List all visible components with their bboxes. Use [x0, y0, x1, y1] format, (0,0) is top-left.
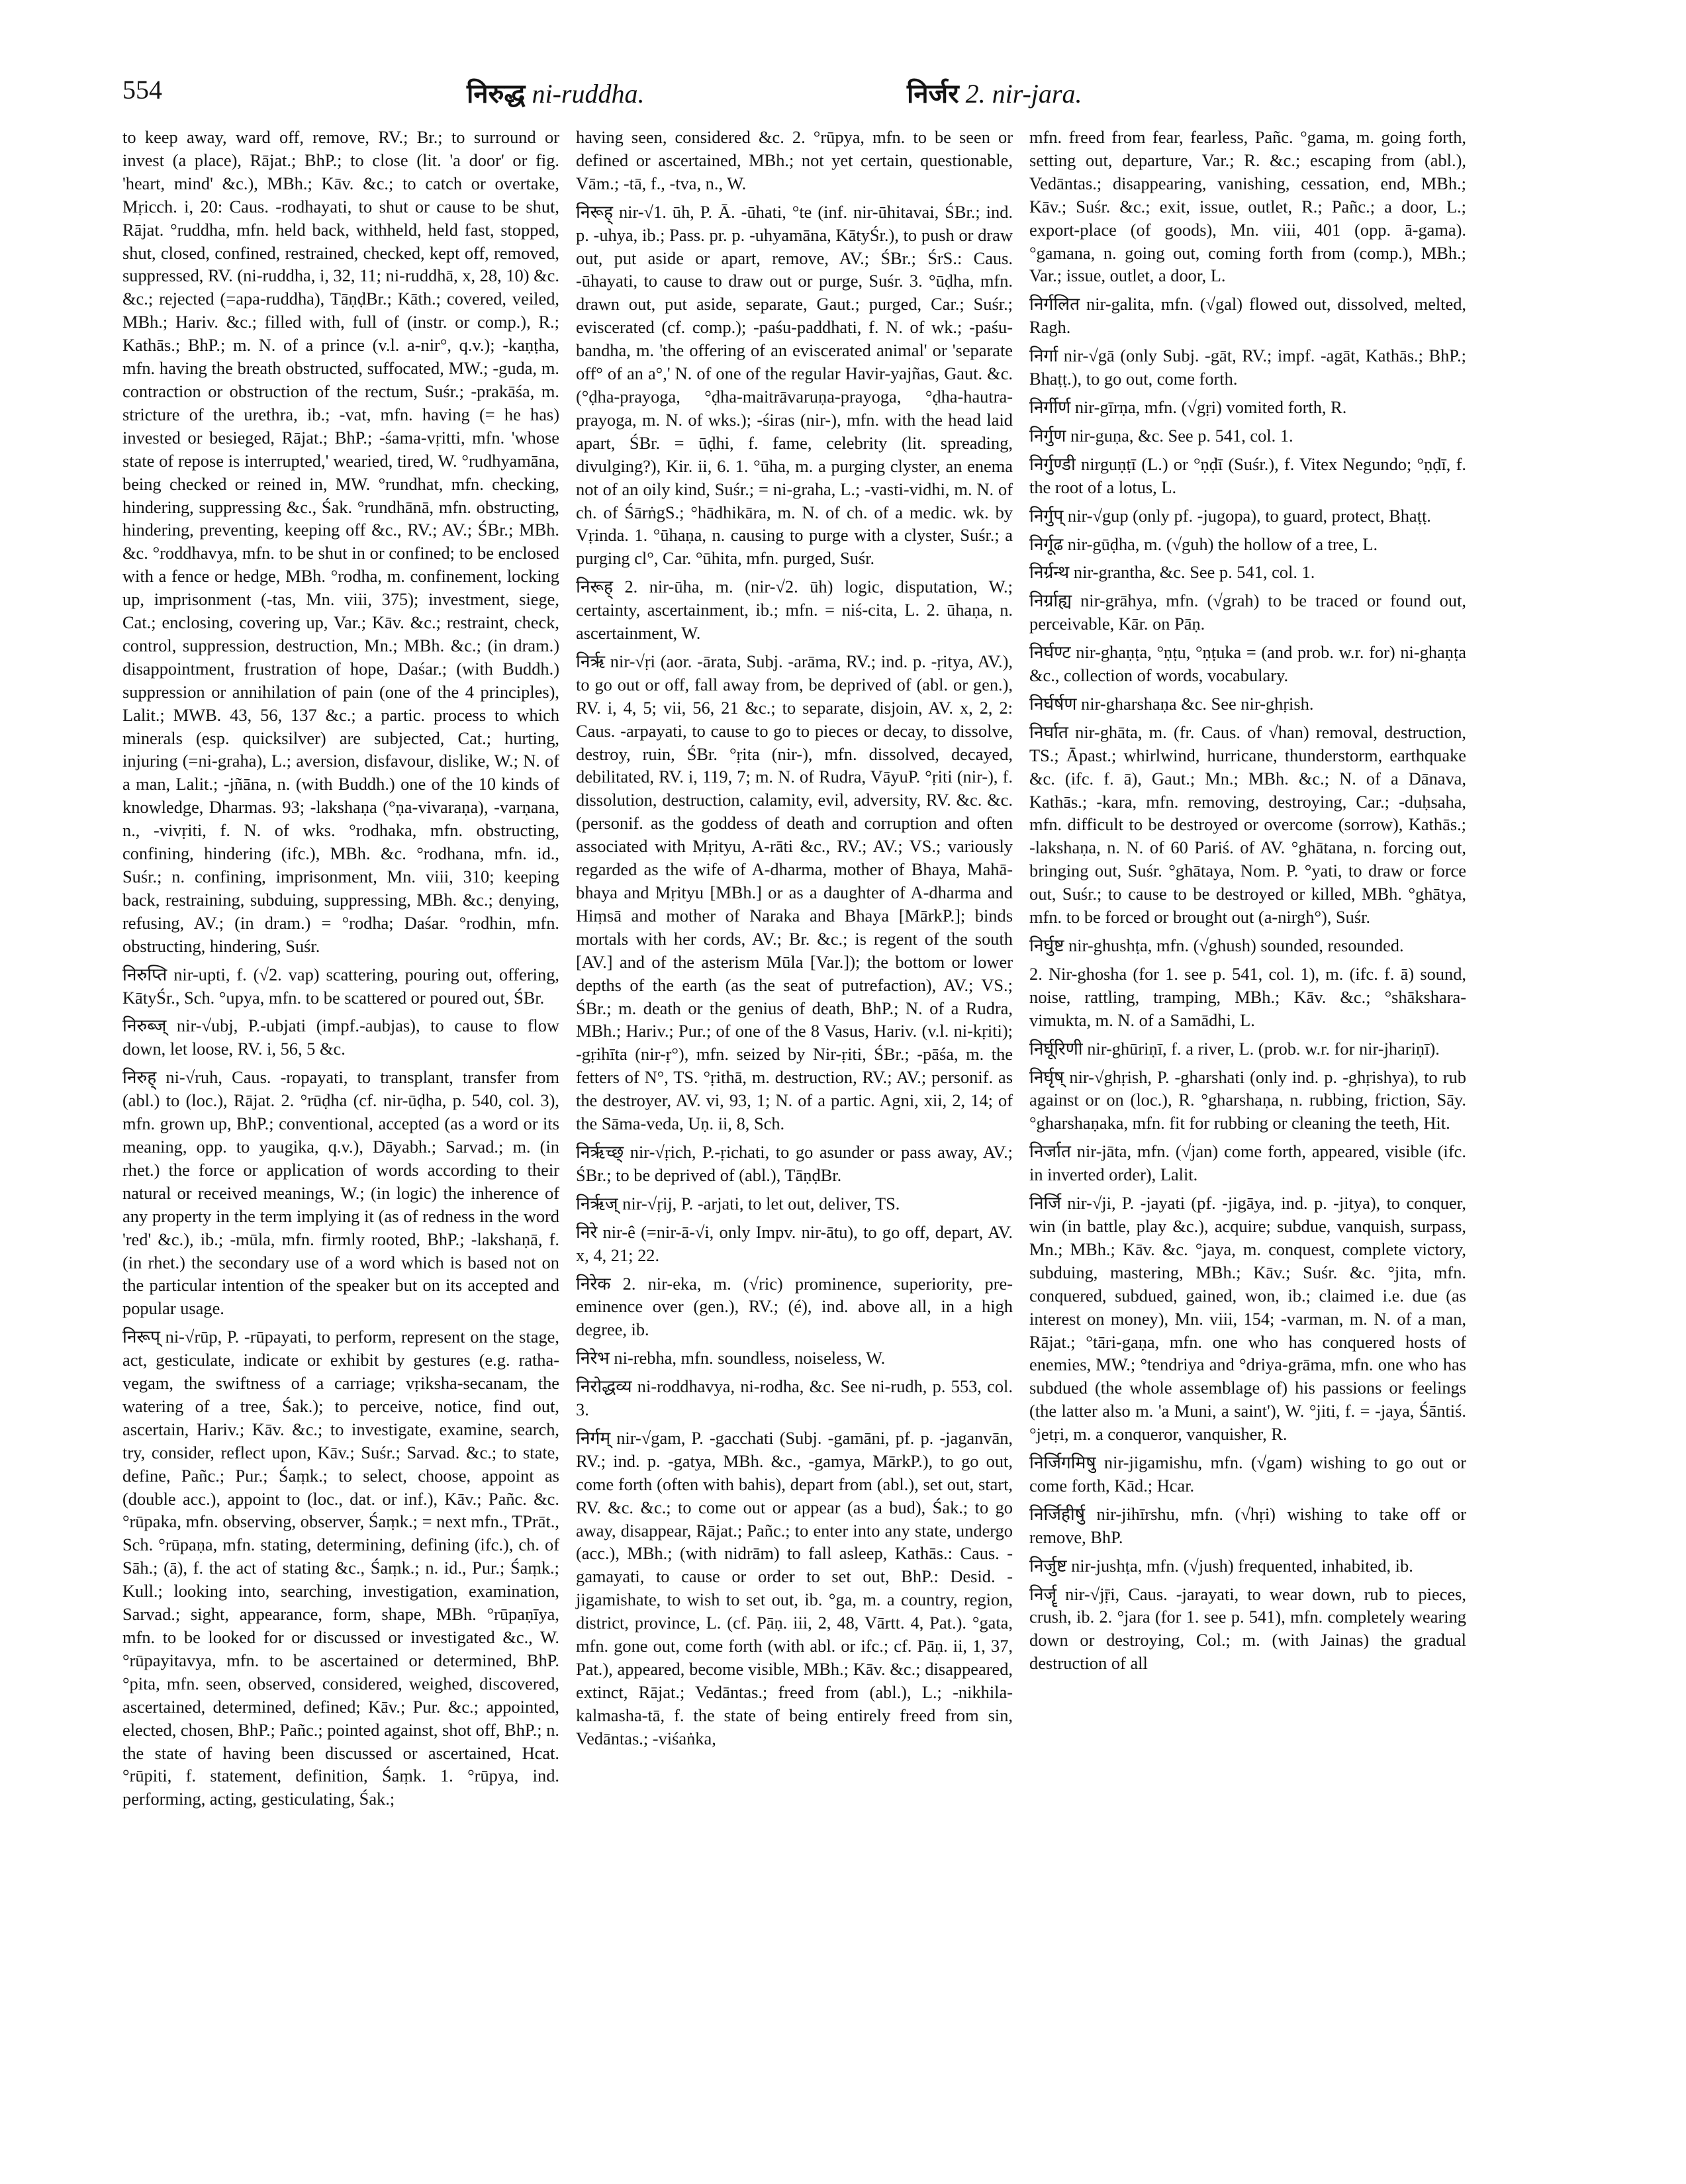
dictionary-entry: निर्घुष्ट nir-ghushṭa, mfn. (√ghush) sounded, resounded. [1029, 935, 1404, 955]
header-right-devanagari: निर्जर [907, 79, 959, 109]
dictionary-entry: निर्ग्राह्य nir-grāhya, mfn. (√grah) to be traced or found out, perceivable, Kār. on Pāṇ. [1029, 591, 1466, 634]
dictionary-entry: निर्घात nir-ghāta, m. (fr. Caus. of √han) removal, destruction, TS.; Āpast.; whirlwind, hurricane, thunderstorm, earthquake &c. (ifc. f. ā), Gaut.; Mn.; MBh. &c.; N. of a Dānava, Kathās.; -kara, mfn. removing, destroying, Car.; -duḥsaha, mfn. difficult to be destroyed or overcome (sorrow), Kathās.; -lakshaṇa, n. N. of 60 Pariś. of AV. °ghātana, n. forcing out, bringing out, Suśr. °ghātaya, Nom. P. °yati, to draw or force out, Suśr.; to cause to be destroyed or killed, MBh. °ghātya, mfn. to be forced or brought out (a-nirgh°), Suśr. [1029, 722, 1466, 927]
dictionary-entry: निर्जॄ nir-√jṝi, Caus. -jarayati, to wear down, rub to pieces, crush, ib. 2. °jara (for 1. see p. 541), mfn. completely wearing down or destroying, Col.; m. (with Jainas) the gradual destruction of all [1029, 1584, 1466, 1674]
dictionary-entry: निरुब्ज् nir-√ubj, P.-ubjati (impf.-aubjas), to cause to flow down, let loose, RV. i, 56, 5 &c. [122, 1016, 559, 1059]
page-header [122, 74, 1552, 120]
dictionary-entry: निर्जिहीर्षु nir-jihīrshu, mfn. (√hṛi) wishing to take off or remove, BhP. [1029, 1503, 1466, 1547]
header-headword-left [467, 74, 644, 111]
dictionary-entry: निरूह् 2. nir-ūha, m. (nir-√2. ūh) logic, disputation, W.; certainty, ascertainment, ib.; mfn. = niś-cita, L. 2. ūhaṇa, n. ascertainment, W. [576, 577, 1013, 643]
dictionary-entry: mfn. freed from fear, fearless, Pañc. °gama, m. going forth, setting out, departure, Var.; R. &c.; escaping from (abl.), Vedāntas.; disappearing, vanishing, cessation, end, MBh.; Kāv.; Suśr. &c.; exit, issue, outlet, R.; Pañc.; a door, L.; export-place (of goods), Mn. viii, 401 (opp. ā-gama). °gamana, n. going out, coming forth from (comp.), MBh.; Var.; issue, outlet, a door, L. [1029, 127, 1466, 286]
header-headword-right [907, 74, 1082, 111]
dictionary-entry: निरोद्धव्य ni-roddhavya, ni-rodha, &c. See ni-rudh, p. 553, col. 3. [576, 1376, 1013, 1420]
dictionary-entry: निर्जि nir-√ji, P. -jayati (pf. -jigāya, ind. p. -jitya), to conquer, win (in battle, play &c.), acquire; subdue, vanquish, surpass, Mn.; MBh.; Kāv. &c. °jaya, m. conquest, complete victory, subduing, mastering, MBh.; Kāv.; Suśr. &c. °jita, mfn. conquered, subdued, gained, won, ib.; claimed i.e. due (as interest on money), Mn. viii, 154; -varman, m. N. of a man, Rājat.; °tāri-gaṇa, mfn. one who has conquered hosts of enemies, MW.; °tendriya and °driya-grāma, mfn. one who has subdued (the whole assemblage of) his passions or feelings (the latter also m. 'a Muni, a saint'), W. °jiti, f. = -jaya, Śāntiś. °jetṛi, m. a conqueror, vanquisher, R. [1029, 1193, 1466, 1445]
column-3 [1029, 126, 1466, 1680]
dictionary-entry: निर्घृष् nir-√ghṛish, P. -gharshati (only ind. p. -ghṛishya), to rub against or on (loc.), R. °gharshaṇa, n. rubbing, friction, Sāy. °gharshaṇaka, mfn. fit for rubbing or cleaning the teeth, Hit. [1029, 1067, 1466, 1133]
dictionary-entry: निर्गुण nir-guṇa, &c. See p. 541, col. 1. [1029, 425, 1293, 446]
dictionary-entry: निर्ग्रन्थ nir-grantha, &c. See p. 541, col. 1. [1029, 562, 1315, 583]
dictionary-entry: निर्ऋज् nir-√ṛij, P. -arjati, to let out, deliver, TS. [576, 1193, 900, 1213]
dictionary-entry: निर्ऋ nir-√ṛi (aor. -ārata, Subj. -arāma, RV.; ind. p. -ṛitya, AV.), to go out or off, fall away from, be deprived of (abl. or gen.), RV. i, 4, 5; vii, 56, 21 &c.; to separate, disjoin, AV. x, 2, 2: Caus. -arpayati, to cause to go to pieces or decay, to dissolve, destroy, ruin, ŚBr. °ṛita (nir-), mfn. dissolved, decayed, debilitated, RV. i, 119, 7; m. N. of Rudra, VāyuP. °ṛiti (nir-), f. dissolution, destruction, calamity, evil, adversity, RV. &c. &c. (personif. as the goddess of death and corruption and often associated with Mṛityu, A-rāti &c., RV.; AV.; VS.; variously regarded as the wife of A-dharma, mother of Bhaya, Mahā-bhaya and Mṛityu [MBh.] or as a daughter of A-dharma and Hiṃsā and mother of Naraka and Bhaya [MārkP.]; binds mortals with her cords, AV.; Br. &c.; is regent of the south [AV.] and of the asterism Mūla [Var.]); the bottom or lower depths of the earth (as the seat of putrefaction), AV.; VS.; ŚBr.; m. death or the genius of death, BhP.; N. of a Rudra, MBh.; Hariv.; Pur.; of one of the 8 Vasus, Hariv. (v.l. ni-kṛiti); -gṛihīta (nir-ṛ°), mfn. seized by Nir-ṛiti, ŚBr.; -pāśa, m. the fetters of N°, TS. °ṛithā, m. destruction, RV.; AV.; personif. as the destroyer, AV. vi, 93, 1; N. of a partic. Agni, xii, 2, 14; of the Sāma-veda, Uṇ. ii, 8, Sch. [576, 651, 1013, 1134]
dictionary-entry: निरे nir-ê (=nir-ā-√i, only Impv. nir-ātu), to go off, depart, AV. x, 4, 21; 22. [576, 1221, 1013, 1265]
dictionary-entry: निर्गुण्डी nirguṇṭī (L.) or °ṇḍī (Suśr.), f. Vitex Negundo; °ṇḍī, f. the root of a lotus, L. [1029, 453, 1466, 497]
dictionary-entry: निर्घूरिणी nir-ghūriṇī, f. a river, L. (prob. w.r. for nir-jhariṇī). [1029, 1038, 1440, 1059]
dictionary-entry: निर्ऋच्छ् nir-√ṛich, P.-ṛichati, to go asunder or pass away, AV.; ŚBr.; to be deprived of (abl.), TāṇḍBr. [576, 1141, 1013, 1185]
dictionary-entry: निर्गा nir-√gā (only Subj. -gāt, RV.; impf. -agāt, Kathās.; BhP.; Bhaṭṭ.), to go out, come forth. [1029, 346, 1466, 389]
dictionary-entry: to keep away, ward off, remove, RV.; Br.; to surround or invest (a place), Rājat.; BhP.; to close (lit. 'a door' or fig. 'heart, mind' &c.), MBh.; Kāv. &c.; to catch or overtake, Mṛicch. i, 20: Caus. -rodhayati, to shut or cause to be shut, Rājat. °ruddha, mfn. held back, withheld, held fast, stopped, shut, closed, confined, restrained, checked, kept off, removed, suppressed, RV. (ni-ruddha, i, 32, 11; ni-ruddhā, x, 28, 10) &c. &c.; rejected (=apa-ruddha), TāṇḍBr.; Kāth.; covered, veiled, MBh.; Hariv. &c.; filled with, full of (instr. or comp.), R.; Kathās.; BhP.; m. N. of a prince (v.l. a-nir°, q.v.); -kaṇṭha, mfn. having the breath obstructed, suffocated, MW.; -guda, m. contraction or obstruction of the rectum, Suśr.; -prakāśa, m. stricture of the urethra, ib.; -vat, mfn. having (= he has) invested or besieged, Rājat.; BhP.; -śama-vṛitti, mfn. 'whose state of repose is interrupted,' wearied, tired, W. °rudhyamāna, being checked or reined in, MW. °rundhat, mfn. checking, hindering, suppressing &c., Śak. °rundhānā, mfn. obstructing, hindering, preventing, keeping off &c., RV.; AV.; ŚBr.; MBh. &c. °roddhavya, mfn. to be shut in or confined; to be enclosed with a fence or hedge, MBh. °rodha, m. confinement, locking up, imprisonment (-tas, Mn. viii, 375); investment, siege, Cat.; enclosing, covering up, Var.; Kāv. &c.; restraint, check, control, suppression, destruction, Mn.; MBh. &c.; (in dram.) disappointment, frustration of hope, Daśar.; (with Buddh.) suppression or annihilation of pain (one of the 4 principles), Lalit.; MWB. 43, 56, 137 &c.; a partic. process to which minerals (esp. quicksilver) are subjected, Cat.; hurting, injuring (=ni-graha), L.; aversion, disfavour, dislike, W.; N. of a man, Lalit.; -jñāna, n. (with Buddh.) one of the 10 kinds of knowledge, Dharmas. 93; -lakshaṇa (°ṇa-vivaraṇa), -varṇana, n., -vivṛiti, f. N. of wks. °rodhaka, mfn. obstructing, confining, hindering (ifc.), MBh. &c. °rodhana, mfn. id., Suśr.; n. confining, imprisonment, Mn. viii, 310; keeping back, restraining, subduing, suppressing, MBh. &c.; denying, refusing, AV.; (in dram.) = °rodha; Daśar. °rodhin, mfn. obstructing, hindering, Suśr. [122, 127, 559, 956]
dictionary-entry: निर्गम् nir-√gam, P. -gacchati (Subj. -gamāni, pf. p. -jaganvān, RV.; ind. p. -gatya, MBh. &c., -gamya, MārkP.), to go out, come forth (often with bahis), depart from (abl.), set out, start, RV. &c. &c.; to come out or appear (as a bud), Śak.; to go away, disappear, Rājat.; Pañc.; to enter into any state, undergo (acc.), MBh.; (with nidrām) to fall asleep, Kathās.: Caus. -gamayati, to cause or order to set out, BhP.: Desid. -jigamishate, to wish to set out, ib. °ga, m. a country, region, district, province, L. (cf. Pāṇ. iii, 2, 48, Vārtt. 4, Pat.). °gata, mfn. gone out, come forth (with abl. or ifc.; cf. Pāṇ. ii, 1, 37, Pat.), appeared, become visible, MBh.; Kāv. &c.; disappeared, extinct, Rājat.; Vedāntas.; freed from (abl.), L.; -nikhila-kalmasha-tā, f. the state of being entirely freed from sin, Vedāntas.; -viśaṅka, [576, 1427, 1013, 1748]
dictionary-entry: निर्घण्ट nir-ghaṇṭa, °ṇṭu, °ṇṭuka = (and prob. w.r. for) ni-ghaṇṭa &c., collection of words, vocabulary. [1029, 642, 1466, 686]
dictionary-entry: निर्जात nir-jāta, mfn. (√jan) come forth, appeared, visible (ifc. in inverted order), Lalit. [1029, 1141, 1466, 1185]
dictionary-entry: निर्गुप् nir-√gup (only pf. -jugopa), to guard, protect, Bhaṭṭ. [1029, 505, 1431, 526]
dictionary-entry: निरुप्ति nir-upti, f. (√2. vap) scattering, pouring out, offering, KātyŚr., Sch. °upya, mfn. to be scattered or poured out, ŚBr. [122, 964, 559, 1008]
dictionary-entry: निर्गूढ nir-gūḍha, m. (√guh) the hollow of a tree, L. [1029, 534, 1378, 554]
dictionary-entry: निरेभ ni-rebha, mfn. soundless, noiseless, W. [576, 1348, 886, 1368]
dictionary-entry: 2. Nir-ghosha (for 1. see p. 541, col. 1), m. (ifc. f. ā) sound, noise, rattling, tramping, MBh.; Kāv. &c.; °shākshara-vimukta, m. N. of a Samādhi, L. [1029, 963, 1466, 1030]
header-left-translit: ni-ruddha. [532, 79, 645, 109]
dictionary-entry: निरूह् nir-√1. ūh, P. Ā. -ūhati, °te (inf. nir-ūhitavai, ŚBr.; ind. p. -uhya, ib.; Pass. pr. p. -uhyamāna, KātyŚr.), to push or draw out, put aside or apart, remove, AV.; ŚBr.; ŚrS.: Caus. -ūhayati, to cause to draw out or purge, Suśr. 3. °ūḍha, mfn. drawn out, put aside, separate, Gaut.; purged, Car.; Suśr.; eviscerated (cf. comp.); -paśu-paddhati, f. N. of wk.; -paśu-bandha, m. 'the offering of an eviscerated animal' or 'separate off° of an a°,' N. of one of the regular Havir-yajñas, Gaut. &c. (°ḍha-prayoga, °ḍha-maitrāvaruṇa-prayoga, °ḍha-hautra-prayoga, m. N. of wks.); -śiras (nir-), mfn. with the head laid apart, ŚBr. = ūḍhi, f. fame, celebrity (lit. spreading, divulging?), Kir. ii, 6. 1. °ūha, m. a purging clyster, an enema not of an oily kind, Suśr.; = ni-graha, L.; -vasti-vidhi, m. N. of ch. of ŚārṅgS.; °hādhikāra, m. N. of ch. of a medic. wk. by Vṛinda. 1. °ūhaṇa, n. causing to purge with a clyster, Suśr.; a purging cl°, Car. °ūhita, mfn. purged, Suśr. [576, 201, 1013, 569]
dictionary-entry: निर्गलित nir-galita, mfn. (√gal) flowed out, dissolved, melted, Ragh. [1029, 294, 1466, 338]
dictionary-entry: निरुह् ni-√ruh, Caus. -ropayati, to transplant, transfer from (abl.) to (loc.), Rājat. 2. °rūḍha (cf. nir-ūḍha, p. 540, col. 3), mfn. grown up, BhP.; conventional, accepted (as a word or its meaning, opp. to yaugika, q.v.), Dāyabh.; Sarvad.; m. (in rhet.) the force or application of words according to their natural or received meanings, W.; (in logic) the inherence of any property in the term implying it (as of redness in the word 'red' &c.), ib.; -mūla, mfn. firmly rooted, BhP.; -lakshaṇā, f. (in rhet.) the secondary use of a word which is based not on the particular intention of the speaker but on its accepted and popular usage. [122, 1067, 559, 1319]
dictionary-entry: निर्घर्षण nir-gharshaṇa &c. See nir-ghṛish. [1029, 693, 1314, 714]
dictionary-entry: निर्गीर्ण nir-gīrṇa, mfn. (√gṛi) vomited forth, R. [1029, 397, 1347, 417]
column-1 [122, 126, 559, 1816]
dictionary-entry: निरेक 2. nir-eka, m. (√ric) prominence, superiority, pre-eminence over (gen.), RV.; (é), ind. above all, in a high degree, ib. [576, 1273, 1013, 1340]
header-right-translit: 2. nir-jara. [965, 79, 1082, 109]
dictionary-entry: निरूप् ni-√rūp, P. -rūpayati, to perform, represent on the stage, act, gesticulate, indicate or exhibit by gestures (e.g. ratha-vegam, the swiftness of a carriage; vṛiksha-secanam, the watering of a tree, Śak.); to perceive, notice, find out, ascertain, Hariv.; Kāv. &c.; to investigate, examine, search, try, consider, reflect upon, Kāv.; Suśr.; Sarvad. &c.; to state, define, Pañc.; Pur.; Śaṃk.; to select, choose, appoint as (double acc.), appoint to (loc., dat. or inf.), Kāv.; Pañc. &c. °rūpaka, mfn. observing, observer, Śaṃk.; = next mfn., TPrāt., Sch. °rūpaṇa, mfn. stating, determining, defining (ifc.), ch. of Sāh.; (ā), f. the act of stating &c., Śaṃk.; n. id., Pur.; Śaṃk.; Kull.; looking into, searching, investigation, examination, Sarvad.; sight, appearance, form, shape, MBh. °rūpaṇīya, mfn. to be looked for or discussed or investigated &c., W. °rūpayitavya, mfn. to be ascertained or determined, BhP. °pita, mfn. seen, observed, considered, weighed, discovered, ascertained, determined, defined; Kāv.; Pur. &c.; appointed, elected, chosen, BhP.; Pañc.; pointed against, shot off, BhP.; n. the state of having been discussed or ascertained, Hcat. °rūpiti, f. statement, definition, Śaṃk. 1. °rūpya, ind. performing, acting, gesticulating, Śak.; [122, 1327, 559, 1809]
header-left-devanagari: निरुद्ध [467, 79, 526, 109]
dictionary-entry: having seen, considered &c. 2. °rūpya, mfn. to be seen or defined or ascertained, MBh.; not yet certain, questionable, Vām.; -tā, f., -tva, n., W. [576, 127, 1013, 193]
column-2 [576, 126, 1013, 1756]
dictionary-entry: निर्जुष्ट nir-jushṭa, mfn. (√jush) frequented, inhabited, ib. [1029, 1555, 1413, 1576]
dictionary-entry: निर्जिगमिषु nir-jigamishu, mfn. (√gam) wishing to go out or come forth, Kād.; Hcar. [1029, 1452, 1466, 1496]
page-number: 554 [122, 75, 162, 105]
